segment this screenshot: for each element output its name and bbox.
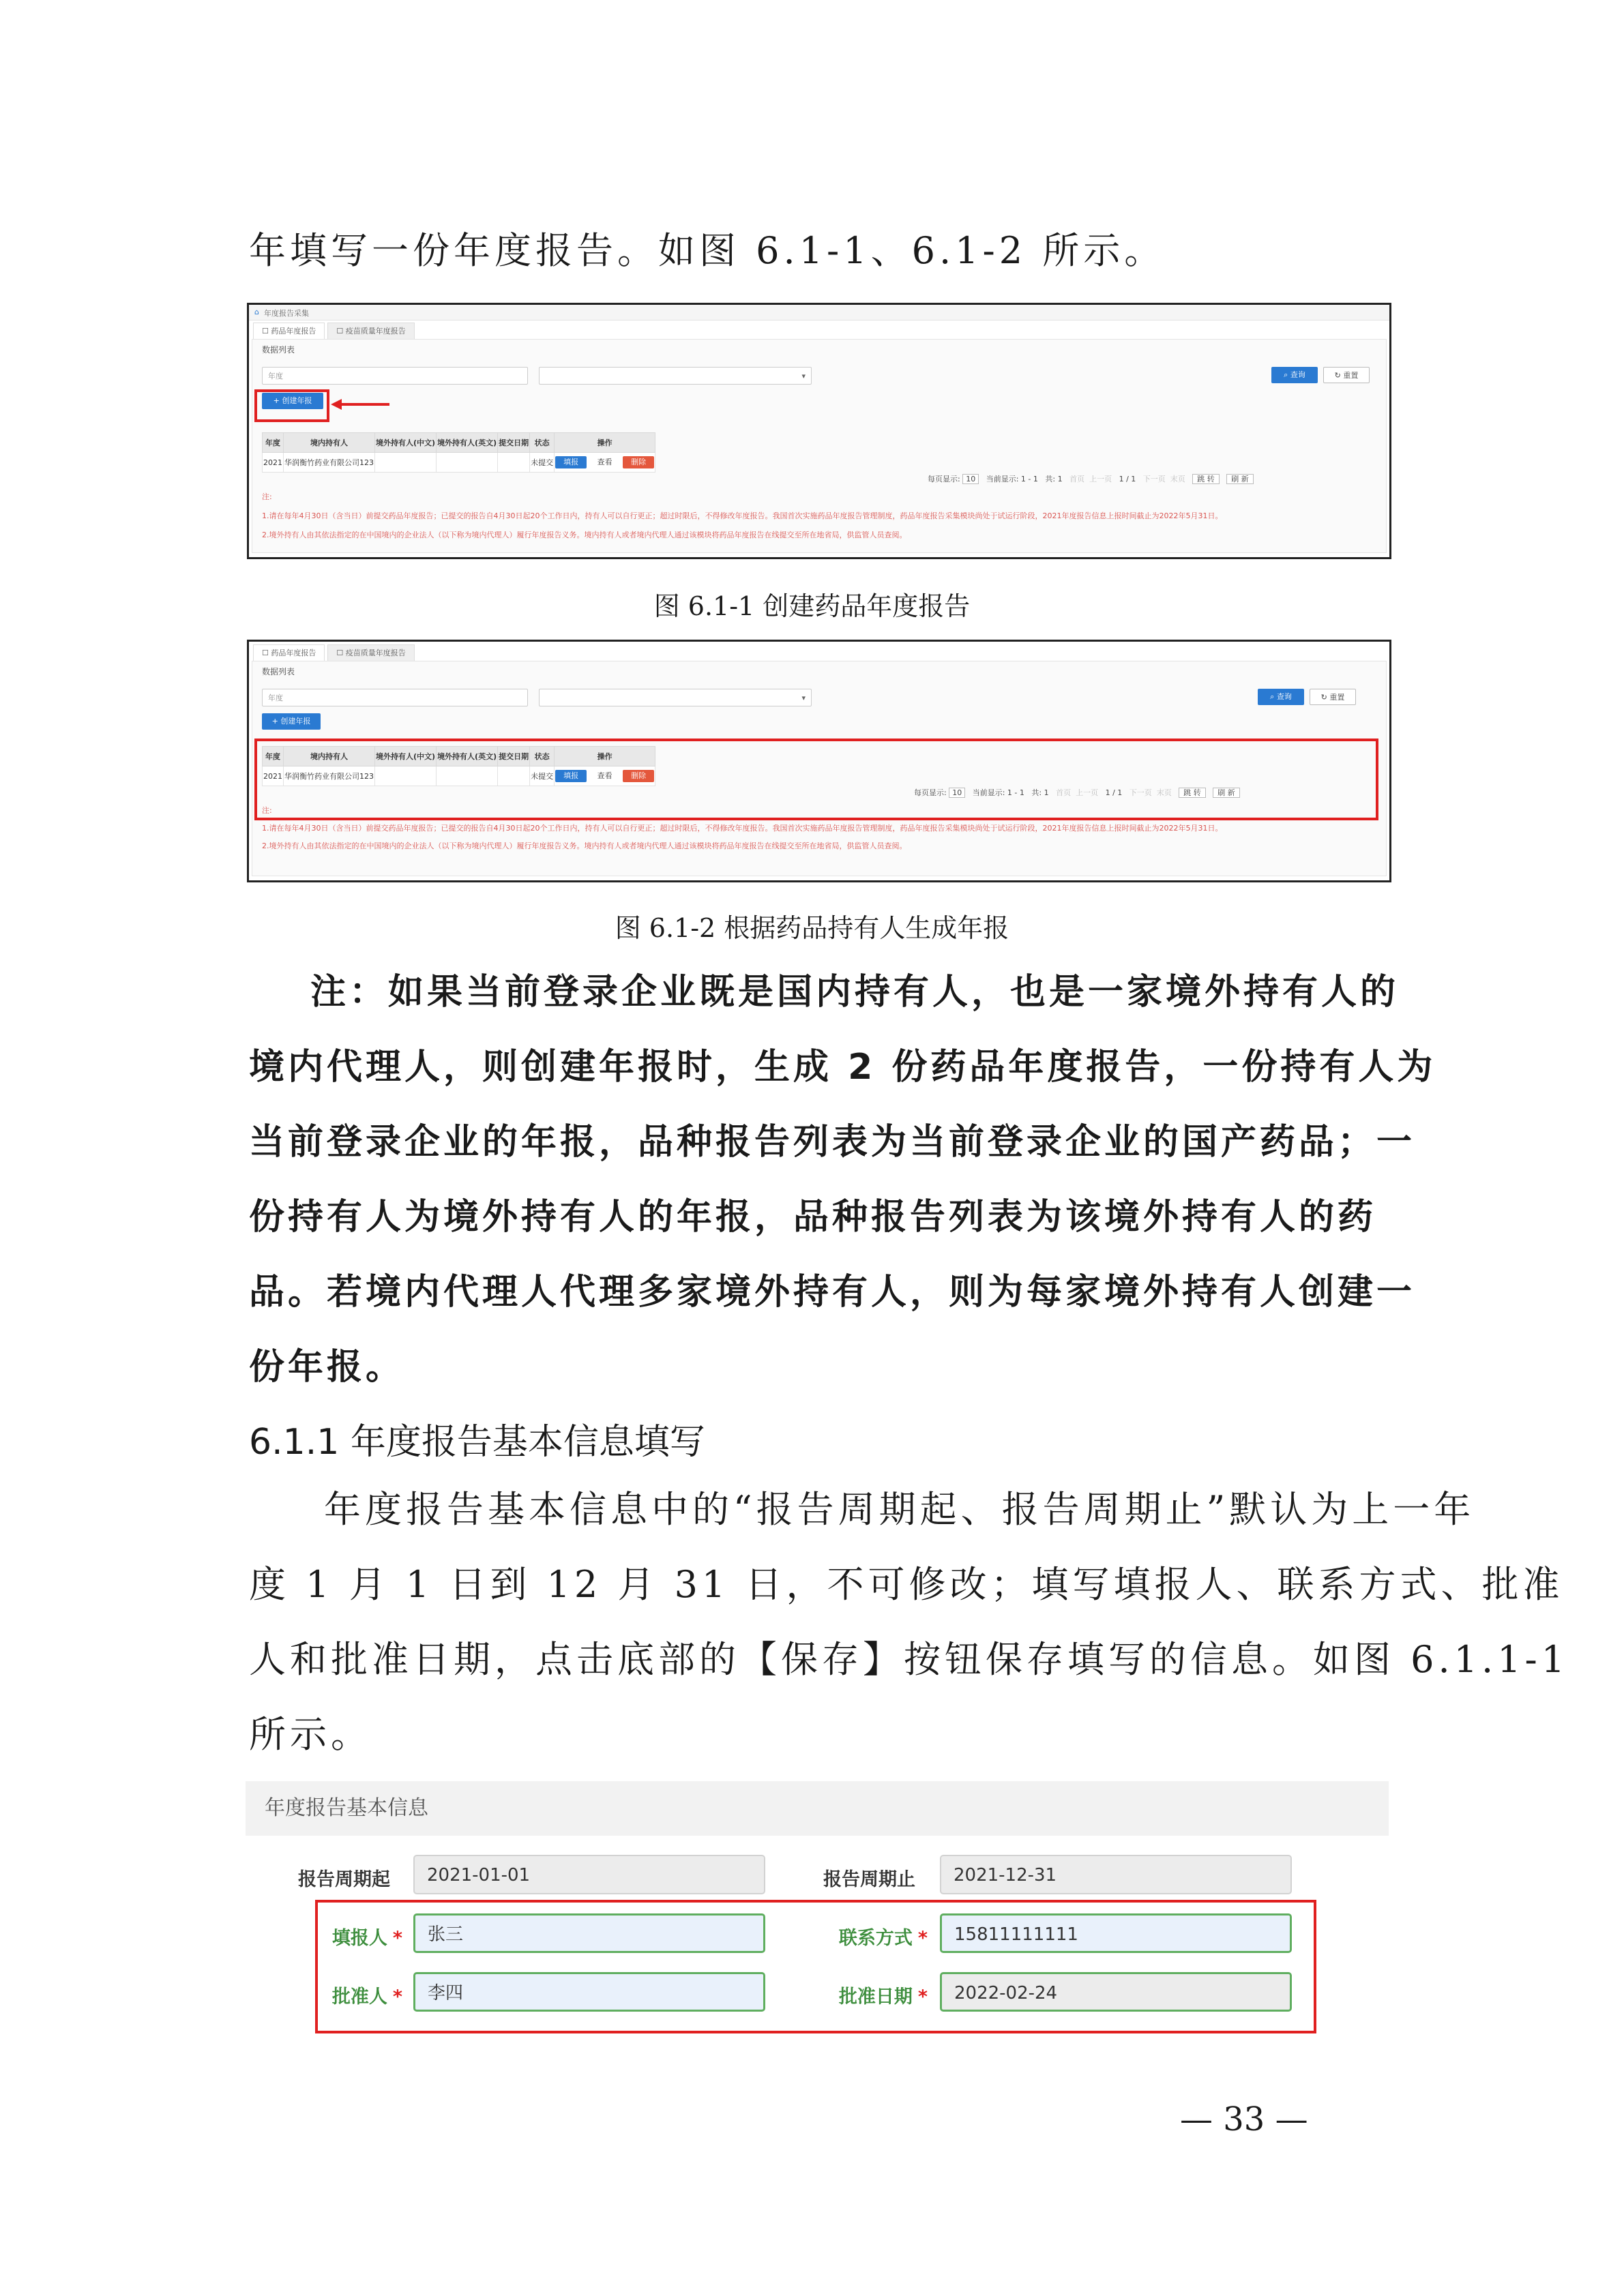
tab-drug-annual-report[interactable]: ☐ 药品年度报告 bbox=[253, 323, 325, 340]
note-title: 注: bbox=[262, 806, 272, 815]
prev-page-button[interactable]: 上一页 bbox=[1076, 788, 1099, 797]
contact-field[interactable]: 15811111111 bbox=[940, 1913, 1292, 1953]
highlight-box bbox=[254, 389, 329, 422]
next-page-button[interactable]: 下一页 bbox=[1129, 788, 1152, 797]
delete-button[interactable]: 删除 bbox=[623, 456, 654, 468]
highlight-box bbox=[315, 1900, 1316, 2033]
data-list-panel bbox=[252, 339, 1387, 553]
section-heading: 6.1.1 年度报告基本信息填写 bbox=[249, 1422, 705, 1463]
approve-date-field[interactable]: 2022-02-24 bbox=[940, 1972, 1292, 2012]
plus-icon: + bbox=[273, 396, 282, 405]
filler-field[interactable]: 张三 bbox=[413, 1913, 765, 1953]
figure-2-screenshot bbox=[247, 640, 1391, 882]
approve-date-label: 批准日期 * bbox=[838, 1986, 928, 2008]
pager: 每页显示: 10 当前显示: 1 - 1 共: 1 首页 上一页 1 / 1 下一页 末页 跳 转 刷 新 bbox=[914, 787, 1240, 798]
highlight-box bbox=[254, 739, 1378, 820]
holder-select[interactable] bbox=[539, 367, 812, 385]
period-start-field[interactable]: 2021-01-01 bbox=[413, 1855, 765, 1894]
refresh-button[interactable]: 刷 新 bbox=[1213, 788, 1240, 798]
holder-select[interactable] bbox=[539, 689, 812, 706]
note-paragraph-line: 当前登录企业的年报，品种报告列表为当前登录企业的国产药品；一 bbox=[249, 1122, 1416, 1163]
year-input[interactable]: 年度 bbox=[262, 367, 528, 385]
last-page-button[interactable]: 末页 bbox=[1170, 475, 1185, 483]
view-button[interactable]: 查看 bbox=[597, 771, 612, 780]
note-line: 2.境外持有人由其依法指定的在中国境内的企业法人（以下称为境内代理人）履行年度报告义务。境内持有人或者境内代理人通过该模块将药品年度报告在线提交至所在地省局，供监管人员查阅。 bbox=[262, 531, 907, 539]
body-paragraph-line: 度 1 月 1 日到 12 月 31 日，不可修改；填写填报人、联系方式、批准 bbox=[249, 1563, 1564, 1606]
body-paragraph-line: 年度报告基本信息中的“报告周期起、报告周期止”默认为上一年 bbox=[324, 1488, 1475, 1531]
note-paragraph-line: 份年报。 bbox=[249, 1347, 405, 1388]
body-paragraph-line: 所示。 bbox=[249, 1713, 372, 1756]
create-report-button[interactable]: + 创建年报 bbox=[262, 393, 323, 409]
panel-title: 数据列表 bbox=[262, 667, 295, 676]
delete-button[interactable]: 删除 bbox=[623, 770, 654, 782]
note-paragraph-line: 注：如果当前登录企业既是国内持有人，也是一家境外持有人的 bbox=[310, 972, 1400, 1013]
search-button[interactable]: ⌕ 查询 bbox=[1271, 367, 1318, 383]
year-input[interactable]: 年度 bbox=[262, 689, 528, 706]
period-end-field[interactable]: 2021-12-31 bbox=[940, 1855, 1292, 1894]
jump-button[interactable]: 跳 转 bbox=[1179, 788, 1206, 798]
form-header: 年度报告基本信息 bbox=[246, 1781, 1389, 1836]
tab-drug-annual-report[interactable]: ☐ 药品年度报告 bbox=[253, 644, 325, 661]
checkbox-icon: ☐ bbox=[262, 648, 271, 657]
search-icon: ⌕ bbox=[1284, 370, 1290, 379]
create-report-button[interactable]: + 创建年报 bbox=[262, 713, 321, 730]
note-paragraph-line: 份持有人为境外持有人的年报，品种报告列表为该境外持有人的药 bbox=[249, 1197, 1377, 1238]
search-icon: ⌕ bbox=[1270, 692, 1277, 701]
breadcrumb: ⌂ 年度报告采集 bbox=[249, 305, 1389, 320]
note-line: 1.请在每年4月30日（含当日）前提交药品年度报告；已提交的报告自4月30日起20个工作日内，持有人可以自行更正；超过时限后，不得修改年度报告。我国首次实施药品年度报告管理制度，药品年度报告采集模块尚处于试运行阶段，2021年度报告信息上报时间截止为2022年5月31日。 bbox=[262, 511, 1223, 520]
first-page-button[interactable]: 首页 bbox=[1069, 475, 1085, 483]
reset-button[interactable]: ↻ 重置 bbox=[1310, 689, 1356, 705]
prev-page-button[interactable]: 上一页 bbox=[1089, 475, 1112, 483]
page-size-select[interactable]: 10 bbox=[949, 788, 965, 798]
jump-button[interactable]: 跳 转 bbox=[1192, 474, 1220, 484]
figure-1-screenshot bbox=[247, 303, 1391, 559]
page-number: — 33 — bbox=[1180, 2100, 1308, 2138]
note-title: 注: bbox=[262, 492, 272, 501]
contact-label: 联系方式 * bbox=[838, 1928, 928, 1949]
period-start-label: 报告周期起 bbox=[298, 1869, 390, 1890]
plus-icon: + bbox=[271, 717, 281, 726]
intro-line: 年填写一份年度报告。如图 6.1-1、6.1-2 所示。 bbox=[249, 229, 1166, 272]
chevron-down-icon: ▾ bbox=[801, 694, 806, 702]
period-end-label: 报告周期止 bbox=[823, 1869, 915, 1890]
table-header-row: 年度 境内持有人 境外持有人(中文) 境外持有人(英文) 提交日期 状态 操作 bbox=[263, 433, 655, 453]
checkbox-icon: ☐ bbox=[262, 327, 271, 336]
home-icon[interactable]: ⌂ bbox=[254, 308, 259, 316]
first-page-button[interactable]: 首页 bbox=[1056, 788, 1072, 797]
tab-vaccine-annual-report[interactable]: ☐ 疫苗质量年度报告 bbox=[327, 644, 414, 661]
figure-2-caption: 图 6.1-2 根据药品持有人生成年报 bbox=[615, 913, 1009, 943]
body-paragraph-line: 人和批准日期，点击底部的【保存】按钮保存填写的信息。如图 6.1.1-1 bbox=[249, 1638, 1569, 1681]
table-header-row: 年度 境内持有人 境外持有人(中文) 境外持有人(英文) 提交日期 状态 操作 bbox=[263, 747, 655, 766]
fill-button[interactable]: 填报 bbox=[555, 770, 587, 782]
approver-field[interactable]: 李四 bbox=[413, 1972, 765, 2012]
figure-1-caption: 图 6.1-1 创建药品年度报告 bbox=[653, 591, 971, 621]
note-line: 1.请在每年4月30日（含当日）前提交药品年度报告；已提交的报告自4月30日起20个工作日内，持有人可以自行更正；超过时限后，不得修改年度报告。我国首次实施药品年度报告管理制度，药品年度报告采集模块尚处于试运行阶段，2021年度报告信息上报时间截止为2022年5月31日。 bbox=[262, 824, 1223, 833]
reset-button[interactable]: ↻ 重置 bbox=[1323, 367, 1370, 383]
view-button[interactable]: 查看 bbox=[597, 458, 612, 466]
report-table bbox=[262, 432, 655, 473]
search-button[interactable]: ⌕ 查询 bbox=[1258, 689, 1304, 705]
table-row[interactable]: 2021 华润衡竹药业有限公司123 未提交 填报 查看 删除 bbox=[263, 453, 655, 473]
page-size-select[interactable]: 10 bbox=[962, 474, 979, 484]
tab-vaccine-annual-report[interactable]: ☐ 疫苗质量年度报告 bbox=[327, 323, 414, 340]
note-paragraph-line: 境内代理人，则创建年报时，生成 2 份药品年度报告，一份持有人为 bbox=[249, 1047, 1436, 1088]
refresh-button[interactable]: 刷 新 bbox=[1226, 474, 1254, 484]
last-page-button[interactable]: 末页 bbox=[1156, 788, 1172, 797]
pager: 每页显示: 10 当前显示: 1 - 1 共: 1 首页 上一页 1 / 1 下一页 末页 跳 转 刷 新 bbox=[928, 473, 1254, 484]
checkbox-icon: ☐ bbox=[336, 327, 346, 336]
note-line: 2.境外持有人由其依法指定的在中国境内的企业法人（以下称为境内代理人）履行年度报告义务。境内持有人或者境内代理人通过该模块将药品年度报告在线提交至所在地省局，供监管人员查阅。 bbox=[262, 841, 907, 850]
refresh-icon: ↻ bbox=[1320, 693, 1330, 702]
table-row[interactable]: 2021 华润衡竹药业有限公司123 未提交 填报 查看 删除 bbox=[263, 766, 655, 786]
refresh-icon: ↻ bbox=[1334, 371, 1344, 380]
fill-button[interactable]: 填报 bbox=[555, 456, 587, 468]
red-arrow-icon bbox=[329, 396, 391, 413]
panel-title: 数据列表 bbox=[262, 345, 295, 355]
next-page-button[interactable]: 下一页 bbox=[1142, 475, 1166, 483]
note-paragraph-line: 品。若境内代理人代理多家境外持有人，则为每家境外持有人创建一 bbox=[249, 1272, 1416, 1313]
approver-label: 批准人 * bbox=[331, 1986, 402, 2008]
chevron-down-icon: ▾ bbox=[801, 372, 806, 381]
checkbox-icon: ☐ bbox=[336, 648, 346, 657]
filler-label: 填报人 * bbox=[331, 1928, 402, 1949]
